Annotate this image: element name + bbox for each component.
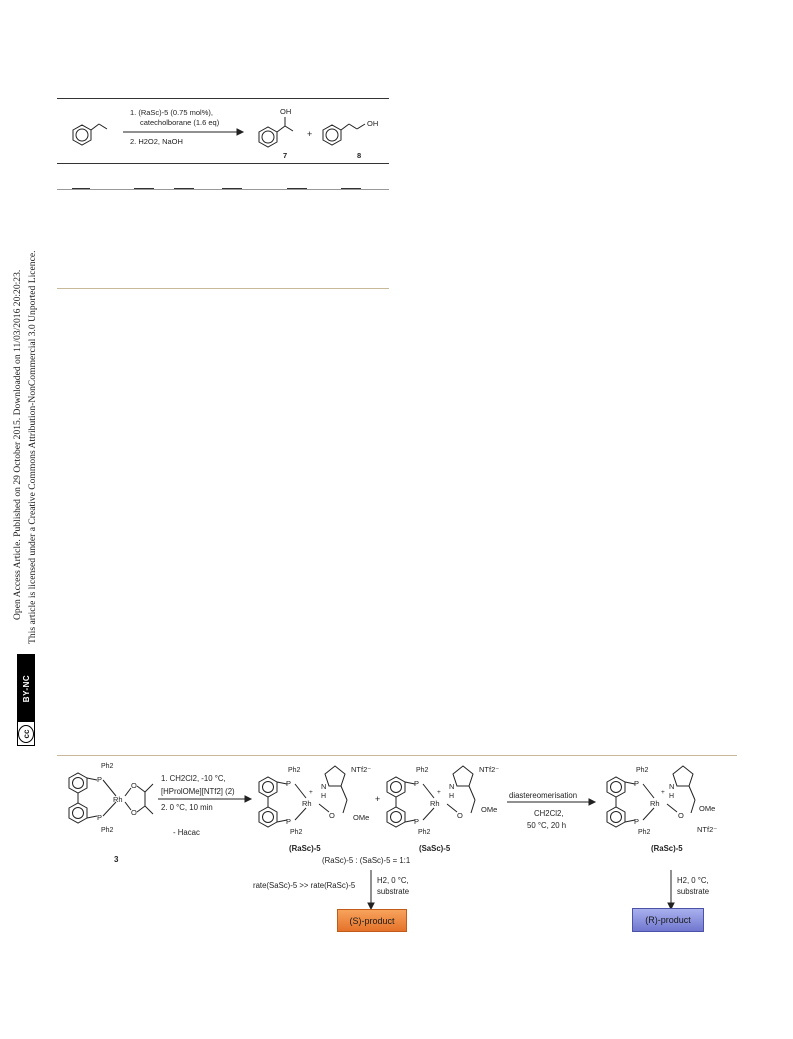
svg-text:NTf2⁻: NTf2⁻ [479,765,500,774]
svg-text:+: + [437,789,441,796]
table-top-rule [57,98,389,99]
cc-badge-label: BY-NC [18,655,34,722]
product-7-structure [259,117,293,147]
condition-step1b: catecholborane (1.6 eq) [140,118,220,127]
rate-comparison: rate(SaSc)-5 >> rate(RaSc)-5 [253,881,356,890]
svg-text:OMe: OMe [481,805,498,814]
column-dash [174,188,194,189]
plus-sign: + [307,129,313,139]
diastereomer-ratio: (RaSc)-5 : (SaSc)-5 = 1:1 [322,856,411,865]
column-dash [287,188,307,189]
plus-sign: + [375,794,381,804]
svg-text:Ph2: Ph2 [288,767,301,774]
svg-text:Rh: Rh [302,799,312,808]
table-bottom-rule [57,288,389,289]
complex-rasc-5-product-structure [607,766,717,853]
reagent-line-1: 1. CH2Cl2, -10 °C, [161,774,226,783]
product-7-label: 7 [283,151,288,160]
reagent-line-2: [HProlOMe][NTf2] (2) [161,787,235,796]
svg-text:Ph2: Ph2 [101,763,114,770]
svg-text:Rh: Rh [650,799,660,808]
svg-text:Ph2: Ph2 [290,829,303,836]
complex-rasc-5-structure [259,765,371,853]
svg-text:+: + [661,789,665,796]
svg-text:P: P [414,817,420,826]
h2-conditions-left-1: H2, 0 °C, [377,876,409,885]
cc-licence-badge[interactable] [17,654,35,746]
svg-text:Ph2: Ph2 [418,829,431,836]
licence-sidebar [0,0,40,1039]
product-7-oh: OH [280,107,292,116]
column-dash [72,188,90,189]
svg-text:O: O [131,808,137,817]
reagent-line-4: - Hacac [173,828,200,837]
licence-notice[interactable]: This article is licensed under a Creative Commons Attribution-NonCommercial 3.0 Unported Licence. [27,250,38,644]
h2-conditions-left-2: substrate [377,887,410,896]
complex-sasc-5-label: (SaSc)-5 [419,844,451,853]
s-product-label: (S)-product [349,915,395,926]
svg-text:P: P [97,775,103,784]
r-product-box [632,908,704,932]
reaction-arrow [123,129,243,135]
diastereo-line-3: 50 °C, 20 h [527,821,567,830]
publication-notice: Open Access Article. Published on 29 October 2015. Downloaded on 11/03/2016 20:20:23. [12,269,23,620]
svg-text:O: O [457,811,463,820]
svg-text:P: P [286,817,292,826]
diastereo-line-2: CH2Cl2, [534,809,564,818]
h2-conditions-right-1: H2, 0 °C, [677,876,709,885]
complex-rasc-5-product-label: (RaSc)-5 [651,844,683,853]
diastereo-line-1: diastereomerisation [509,791,578,800]
reaction-arrow-1 [158,796,251,802]
svg-text:NTf2⁻: NTf2⁻ [351,765,372,774]
cc-logo-icon: cc [18,725,34,743]
svg-text:P: P [97,813,103,822]
column-dash [134,188,154,189]
svg-text:P: P [634,817,640,826]
svg-text:Ph2: Ph2 [638,829,651,836]
reagent-line-3: 2. 0 °C, 10 min [161,803,213,812]
h2-conditions-right-2: substrate [677,887,710,896]
r-product-label: (R)-product [645,915,691,925]
hydroboration-scheme [57,100,389,162]
styrene-structure [73,124,107,145]
hydrogenation-arrow-right [668,870,674,909]
compound-3-label: 3 [114,855,119,864]
svg-text:NTf2⁻: NTf2⁻ [697,825,718,834]
hydrogenation-arrow-left [368,870,374,909]
table-header-rule [57,163,389,164]
table-column-rule [57,189,389,190]
svg-text:O: O [131,781,137,790]
condition-step2: 2. H2O2, NaOH [130,137,183,146]
svg-text:Ph2: Ph2 [101,827,114,834]
svg-text:OMe: OMe [353,813,370,822]
column-dash [341,188,361,189]
product-8-label: 8 [357,151,362,160]
svg-text:H: H [321,793,327,800]
svg-text:O: O [678,811,684,820]
svg-text:Rh: Rh [113,795,123,804]
svg-text:Ph2: Ph2 [416,767,429,774]
svg-text:P: P [286,779,292,788]
svg-text:N: N [321,782,327,791]
condition-step1a: 1. (RaSc)-5 (0.75 mol%), [130,108,213,117]
svg-text:Rh: Rh [430,799,440,808]
s-product-box [337,909,407,932]
svg-text:Ph2: Ph2 [636,767,649,774]
svg-text:H: H [669,793,675,800]
svg-text:N: N [449,782,455,791]
svg-text:N: N [669,782,675,791]
complex-rasc-5-label: (RaSc)-5 [289,844,321,853]
compound-3-structure [69,763,153,864]
product-8-structure [323,124,365,145]
svg-text:H: H [449,793,455,800]
scheme-top-rule [57,755,737,756]
svg-text:P: P [634,779,640,788]
svg-text:+: + [309,789,313,796]
column-dash [222,188,242,189]
svg-text:OMe: OMe [699,804,716,813]
product-8-oh: OH [367,119,379,128]
svg-text:P: P [414,779,420,788]
svg-text:O: O [329,811,335,820]
complex-sasc-5-structure [387,765,499,853]
